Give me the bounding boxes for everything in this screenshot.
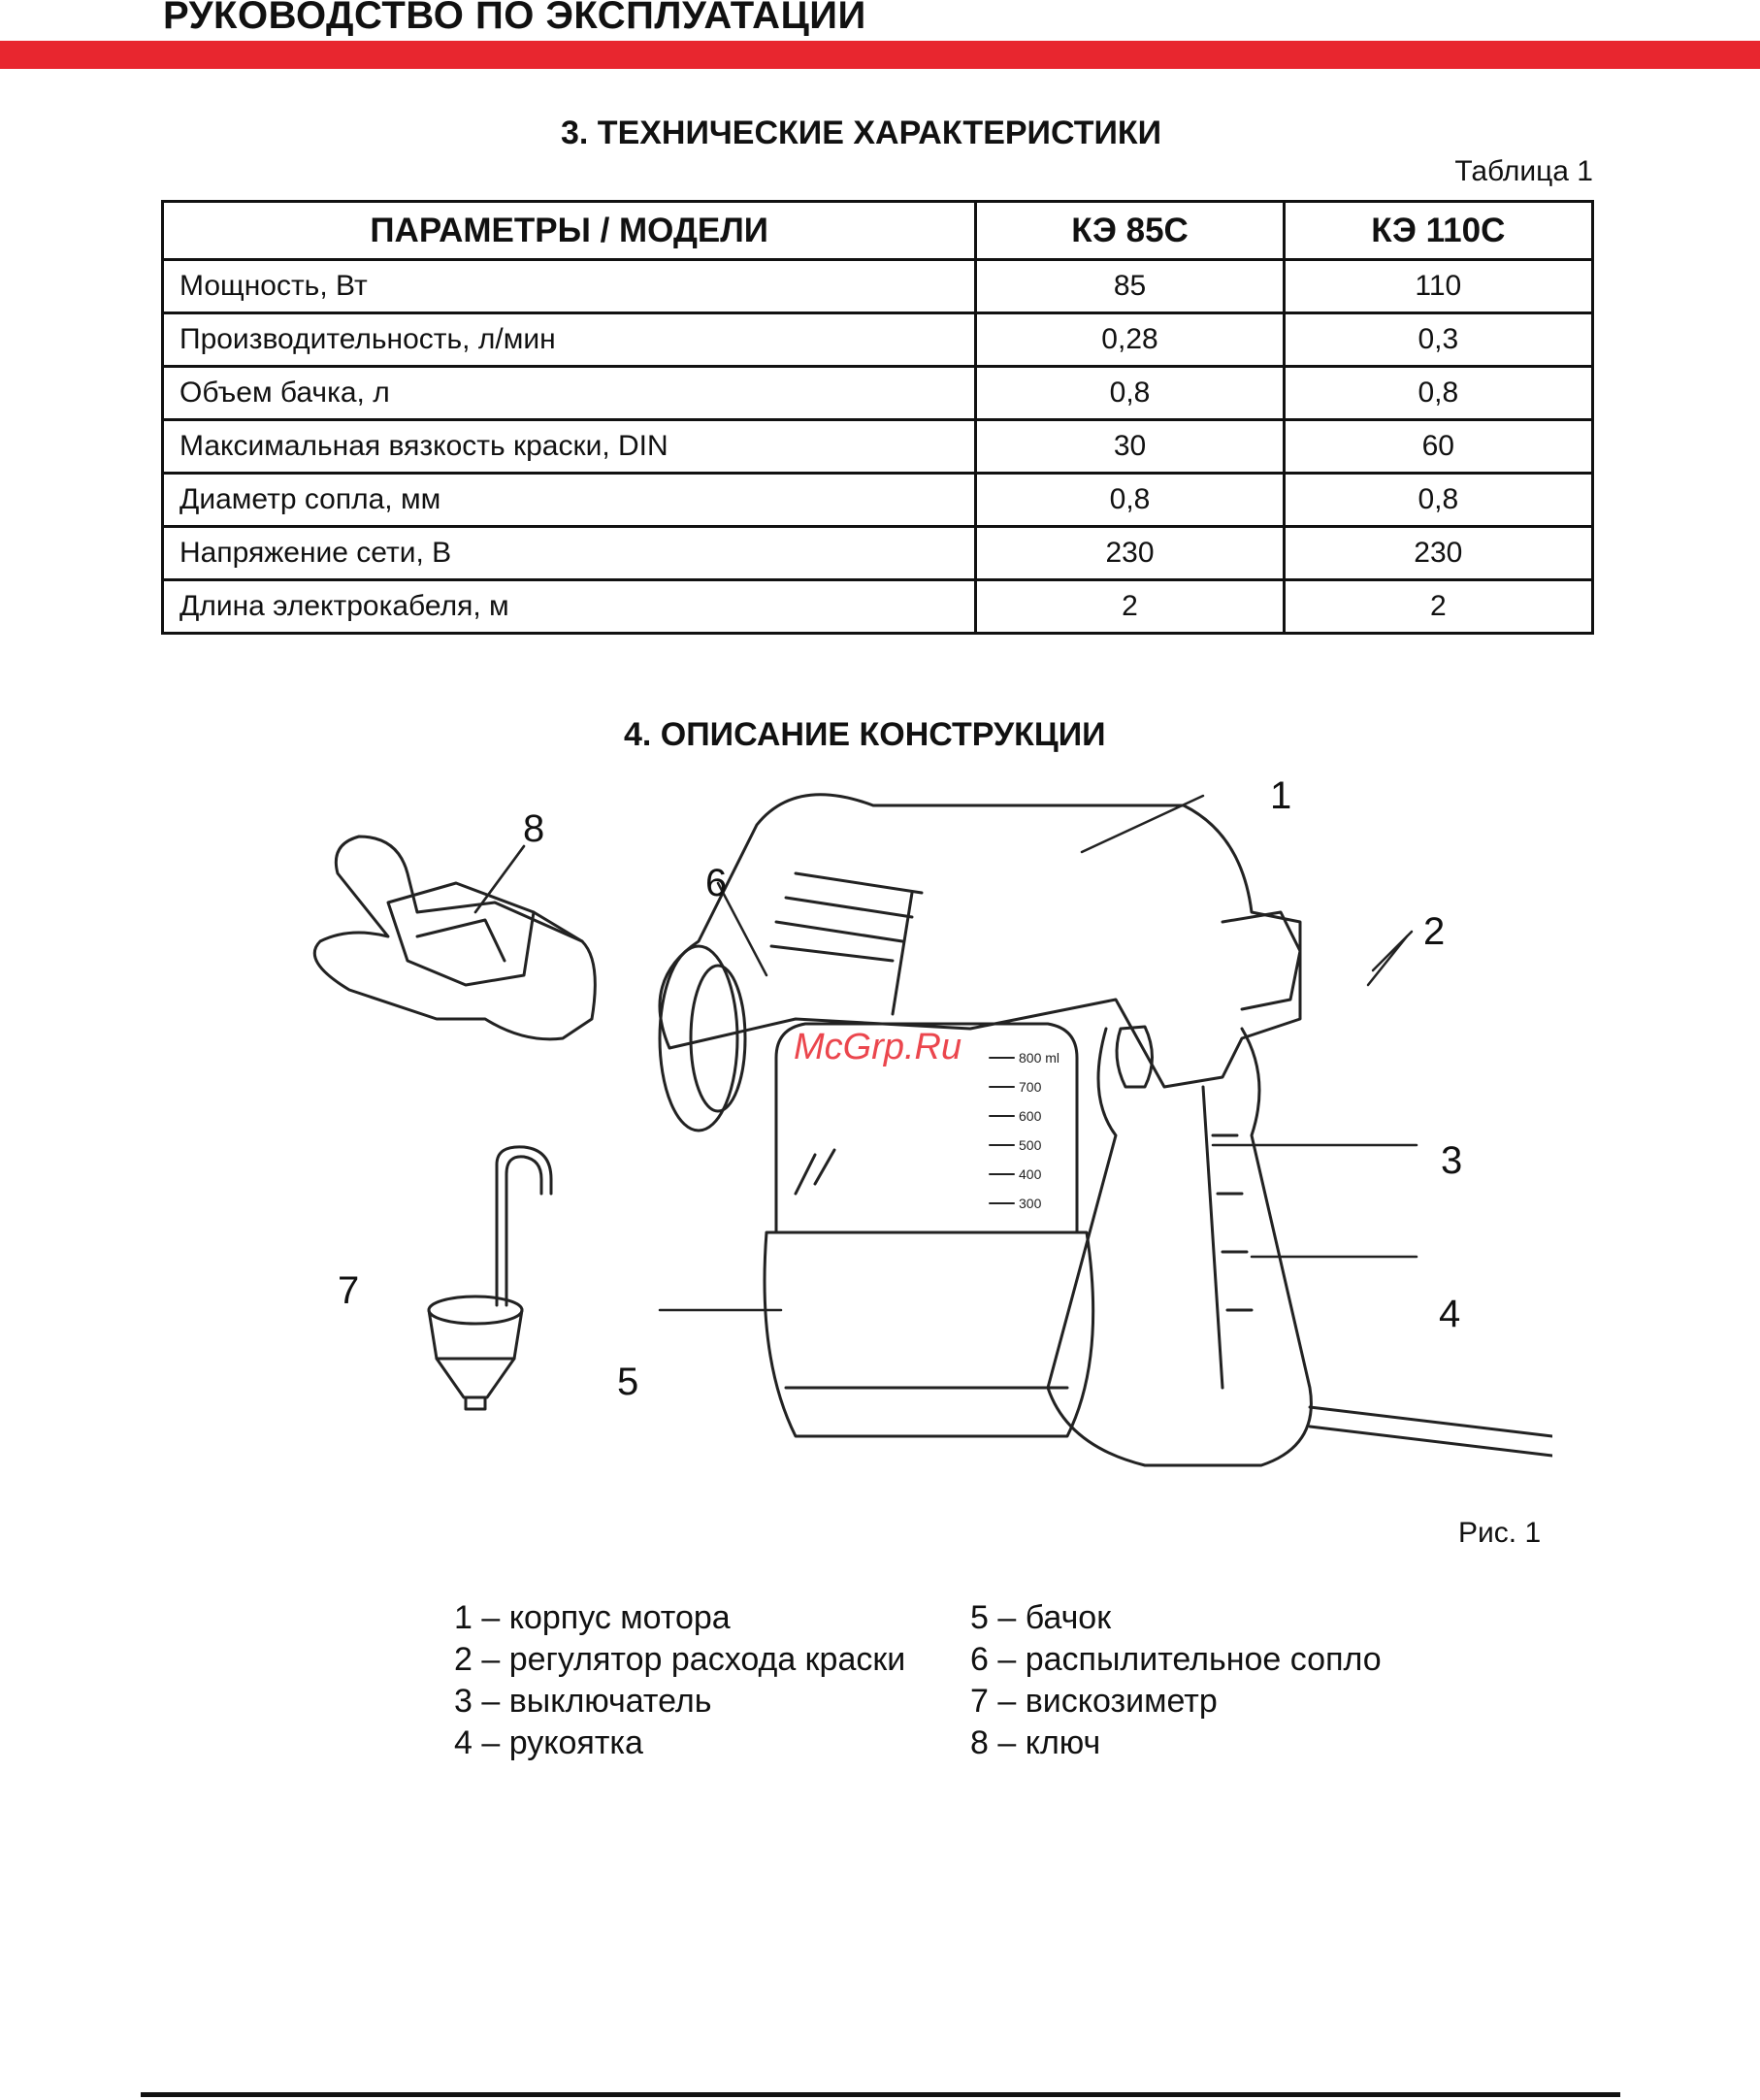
scale-label: 600 [1019, 1108, 1042, 1124]
legend-item: 2 – регулятор расхода краски [454, 1641, 906, 1678]
legend-left-column [454, 1597, 905, 1764]
param-name: Напряжение сети, В [163, 527, 976, 580]
section-4-title: 4. ОПИСАНИЕ КОНСТРУКЦИИ [624, 716, 1106, 753]
header-red-band [0, 41, 1760, 69]
tank-scale [990, 1058, 1014, 1203]
header-model-110: КЭ 110С [1284, 202, 1592, 260]
table-header-row [163, 202, 1593, 260]
value-model-110: 0,8 [1284, 367, 1592, 420]
callout-4: 4 [1439, 1293, 1461, 1335]
value-model-110: 110 [1284, 260, 1592, 313]
callout-1: 1 [1270, 774, 1292, 817]
value-model-85: 2 [976, 580, 1284, 634]
param-name: Производительность, л/мин [163, 313, 976, 367]
watermark: McGrp.Ru [794, 1027, 962, 1067]
callout-2: 2 [1423, 910, 1446, 953]
table-row [163, 580, 1593, 634]
table-caption: Таблица 1 [1454, 155, 1593, 187]
table-row [163, 420, 1593, 474]
gun-body-drawing [660, 795, 1300, 1131]
value-model-110: 2 [1284, 580, 1592, 634]
legend-right-column [970, 1597, 1382, 1764]
document-header-title: РУКОВОДСТВО ПО ЭКСПЛУАТАЦИИ [163, 0, 866, 37]
table-row [163, 260, 1593, 313]
spray-gun-figure [291, 767, 1552, 1543]
legend-item: 6 – распылительное сопло [970, 1641, 1382, 1678]
figure-caption: Рис. 1 [1458, 1517, 1542, 1549]
legend-item: 5 – бачок [970, 1599, 1112, 1636]
value-model-110: 230 [1284, 527, 1592, 580]
param-name: Диаметр сопла, мм [163, 474, 976, 527]
key-drawing [314, 837, 595, 1039]
footer-rule [141, 2092, 1620, 2097]
value-model-85: 30 [976, 420, 1284, 474]
legend-item: 7 – вискозиметр [970, 1683, 1218, 1720]
scale-label: 400 [1019, 1166, 1042, 1182]
header-model-85: КЭ 85С [976, 202, 1284, 260]
callout-8: 8 [523, 807, 545, 850]
value-model-110: 60 [1284, 420, 1592, 474]
specifications-table [161, 200, 1594, 635]
legend-item: 3 – выключатель [454, 1683, 712, 1720]
tank-drawing [765, 1024, 1093, 1436]
value-model-85: 0,8 [976, 474, 1284, 527]
value-model-85: 230 [976, 527, 1284, 580]
value-model-85: 85 [976, 260, 1284, 313]
table-row [163, 474, 1593, 527]
param-name: Объем бачка, л [163, 367, 976, 420]
legend-item: 8 – ключ [970, 1724, 1101, 1761]
value-model-85: 0,28 [976, 313, 1284, 367]
param-name: Мощность, Вт [163, 260, 976, 313]
param-name: Максимальная вязкость краски, DIN [163, 420, 976, 474]
value-model-110: 0,8 [1284, 474, 1592, 527]
scale-label: 500 [1019, 1137, 1042, 1153]
value-model-110: 0,3 [1284, 313, 1592, 367]
handle-drawing [1048, 1029, 1552, 1465]
callout-6: 6 [705, 862, 728, 904]
legend-item: 4 – рукоятка [454, 1724, 643, 1761]
callout-7: 7 [338, 1269, 360, 1312]
scale-label: 300 [1019, 1196, 1042, 1211]
viscosimeter-drawing [429, 1147, 551, 1409]
callout-3: 3 [1441, 1139, 1463, 1182]
table-row [163, 367, 1593, 420]
table-row [163, 313, 1593, 367]
legend-item: 1 – корпус мотора [454, 1599, 731, 1636]
table-row [163, 527, 1593, 580]
scale-label: 700 [1019, 1079, 1042, 1095]
param-name: Длина электрокабеля, м [163, 580, 976, 634]
callout-5: 5 [617, 1361, 639, 1403]
section-3-title: 3. ТЕХНИЧЕСКИЕ ХАРАКТЕРИСТИКИ [561, 115, 1162, 151]
value-model-85: 0,8 [976, 367, 1284, 420]
header-params: ПАРАМЕТРЫ / МОДЕЛИ [163, 202, 976, 260]
scale-label: 800 ml [1019, 1050, 1060, 1066]
